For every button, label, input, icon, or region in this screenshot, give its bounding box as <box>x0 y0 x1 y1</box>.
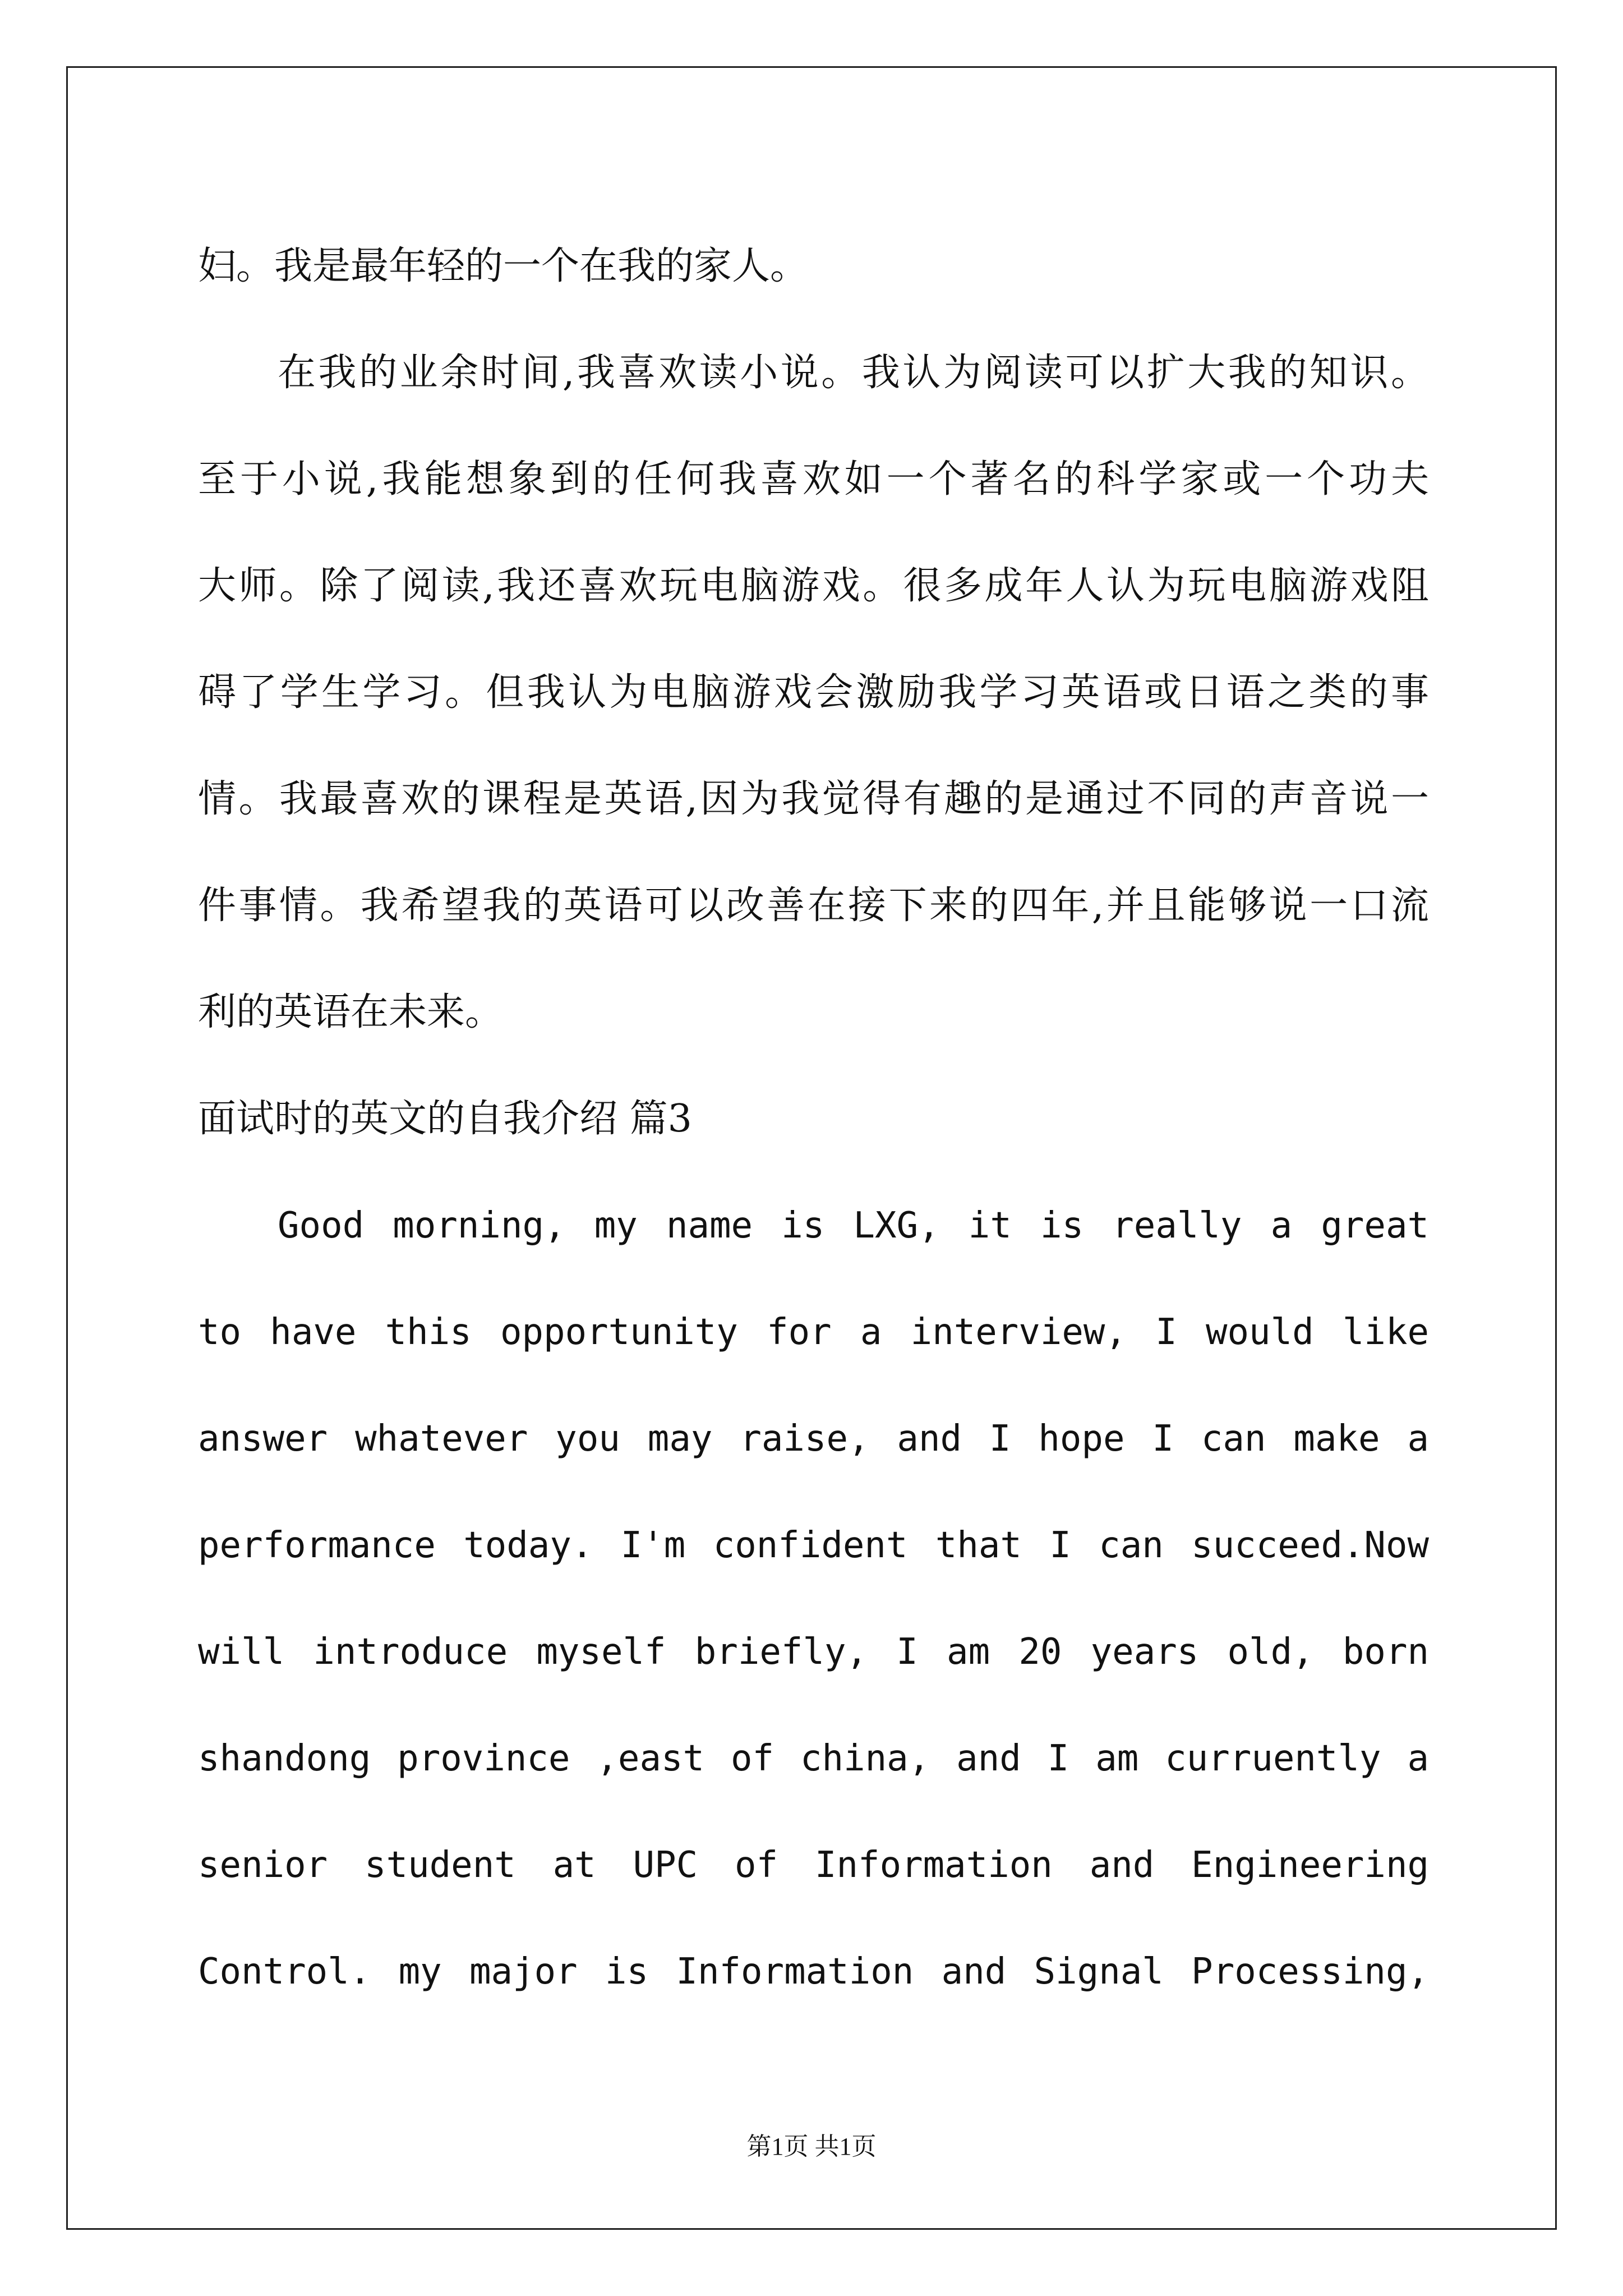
english-line: senior student at UPC of Information and Engineering <box>198 1844 1429 1886</box>
page-footer: 第1页 共1页 <box>746 2133 877 2160</box>
document-body <box>198 213 1429 2025</box>
paragraph-line: 至于小说,我能想象到的任何我喜欢如一个著名的科学家或一个功夫 <box>198 457 1429 501</box>
english-line: Control. my major is Information and Signal Processing, <box>198 1951 1429 1993</box>
english-line: answer whatever you may raise, and I hope I can make a <box>198 1418 1429 1460</box>
paragraph-line: 利的英语在未来。 <box>198 990 504 1034</box>
paragraph-line: 妇。我是最年轻的一个在我的家人。 <box>198 244 809 288</box>
paragraph-line: 情。我最喜欢的课程是英语,因为我觉得有趣的是通过不同的声音说一 <box>198 777 1429 821</box>
english-line: will introduce myself briefly, I am 20 years old, born <box>198 1631 1429 1673</box>
paragraph-line: 件事情。我希望我的英语可以改善在接下来的四年,并且能够说一口流 <box>198 884 1429 928</box>
english-line: shandong province ,east of china, and I am curruently a <box>198 1738 1429 1779</box>
paragraph-line: 大师。除了阅读,我还喜欢玩电脑游戏。很多成年人认为玩电脑游戏阻 <box>198 564 1429 608</box>
paragraph-line: 碍了学生学习。但我认为电脑游戏会激励我学习英语或日语之类的事 <box>198 670 1429 715</box>
paragraph-line: 在我的业余时间,我喜欢读小说。我认为阅读可以扩大我的知识。 <box>278 351 1429 395</box>
english-line: to have this opportunity for a interview, I would like <box>198 1312 1429 1353</box>
section-heading: 面试时的英文的自我介绍 篇3 <box>198 1097 692 1141</box>
english-line: performance today. I'm confident that I can succeed.Now <box>198 1525 1429 1566</box>
english-line: Good morning, my name is LXG, it is really a great <box>278 1205 1429 1246</box>
